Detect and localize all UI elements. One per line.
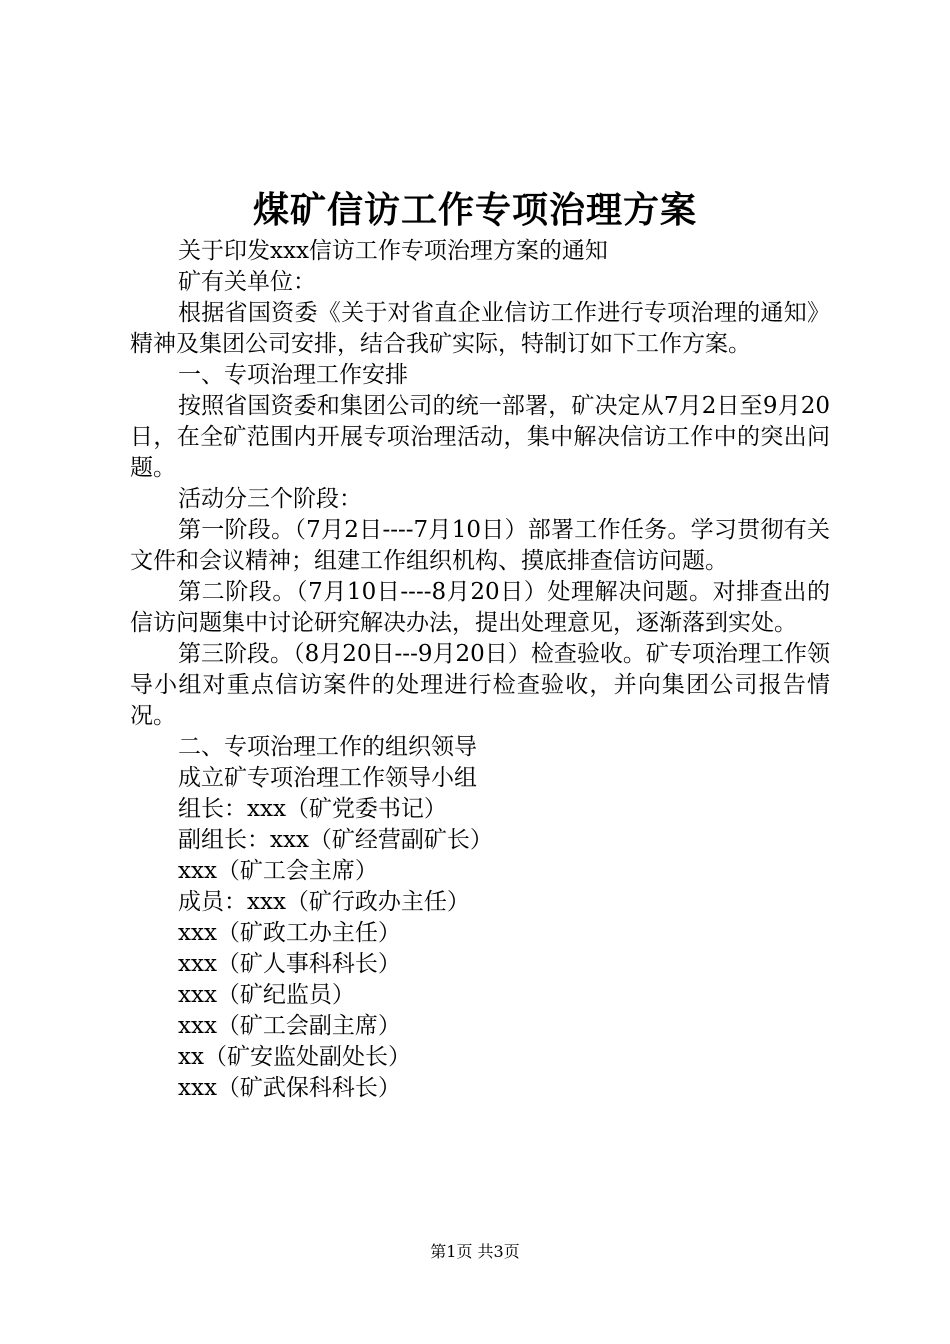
list-item: xxx（矿工会主席） (178, 858, 378, 884)
paragraph: 第二阶段。（7月10日----8月20日）处理解决问题。对排查出的信访问题集中讨论研究解决办法，提出处理意见，逐渐落到实处。 (130, 579, 830, 636)
document-title: 煤矿信访工作专项治理方案 (252, 189, 697, 231)
paragraph: 活动分三个阶段： (178, 486, 362, 512)
paragraph: 矿有关单位： (178, 269, 316, 295)
paragraph: 第三阶段。（8月20日---9月20日）检查验收。矿专项治理工作领导小组对重点信访案件的处理进行检查验收，并向集团公司报告情况。 (130, 641, 830, 729)
list-item: xxx（矿人事科科长） (178, 951, 401, 977)
paragraph: 第一阶段。（7月2日----7月10日）部署工作任务。学习贯彻有关文件和会议精神；组建工作组织机构、摸底排查信访问题。 (130, 517, 830, 574)
paragraph: 按照省国资委和集团公司的统一部署，矿决定从7月2日至9月20日，在全矿范围内开展专项治理活动，集中解决信访工作中的突出问题。 (130, 393, 830, 481)
list-item: xxx（矿武保科科长） (178, 1075, 401, 1101)
page-footer: 第1页 共3页 (430, 1242, 520, 1261)
list-item: 副组长：xxx（矿经营副矿长） (178, 827, 493, 853)
paragraph: 成立矿专项治理工作领导小组 (178, 765, 477, 791)
list-item: 成员：xxx（矿行政办主任） (178, 889, 470, 915)
paragraph: 关于印发xxx信访工作专项治理方案的通知 (178, 238, 608, 264)
section-heading: 一、专项治理工作安排 (178, 362, 408, 388)
paragraph: 根据省国资委《关于对省直企业信访工作进行专项治理的通知》精神及集团公司安排，结合我矿实际，特制订如下工作方案。 (130, 300, 830, 357)
section-heading: 二、专项治理工作的组织领导 (178, 734, 477, 760)
document-body (130, 236, 830, 1104)
list-item: xxx（矿政工办主任） (178, 920, 401, 946)
list-item: 组长：xxx（矿党委书记） (178, 796, 447, 822)
list-item: xxx（矿工会副主席） (178, 1013, 401, 1039)
list-item: xxx（矿纪监员） (178, 982, 355, 1008)
list-item: xx（矿安监处副处长） (178, 1044, 411, 1070)
